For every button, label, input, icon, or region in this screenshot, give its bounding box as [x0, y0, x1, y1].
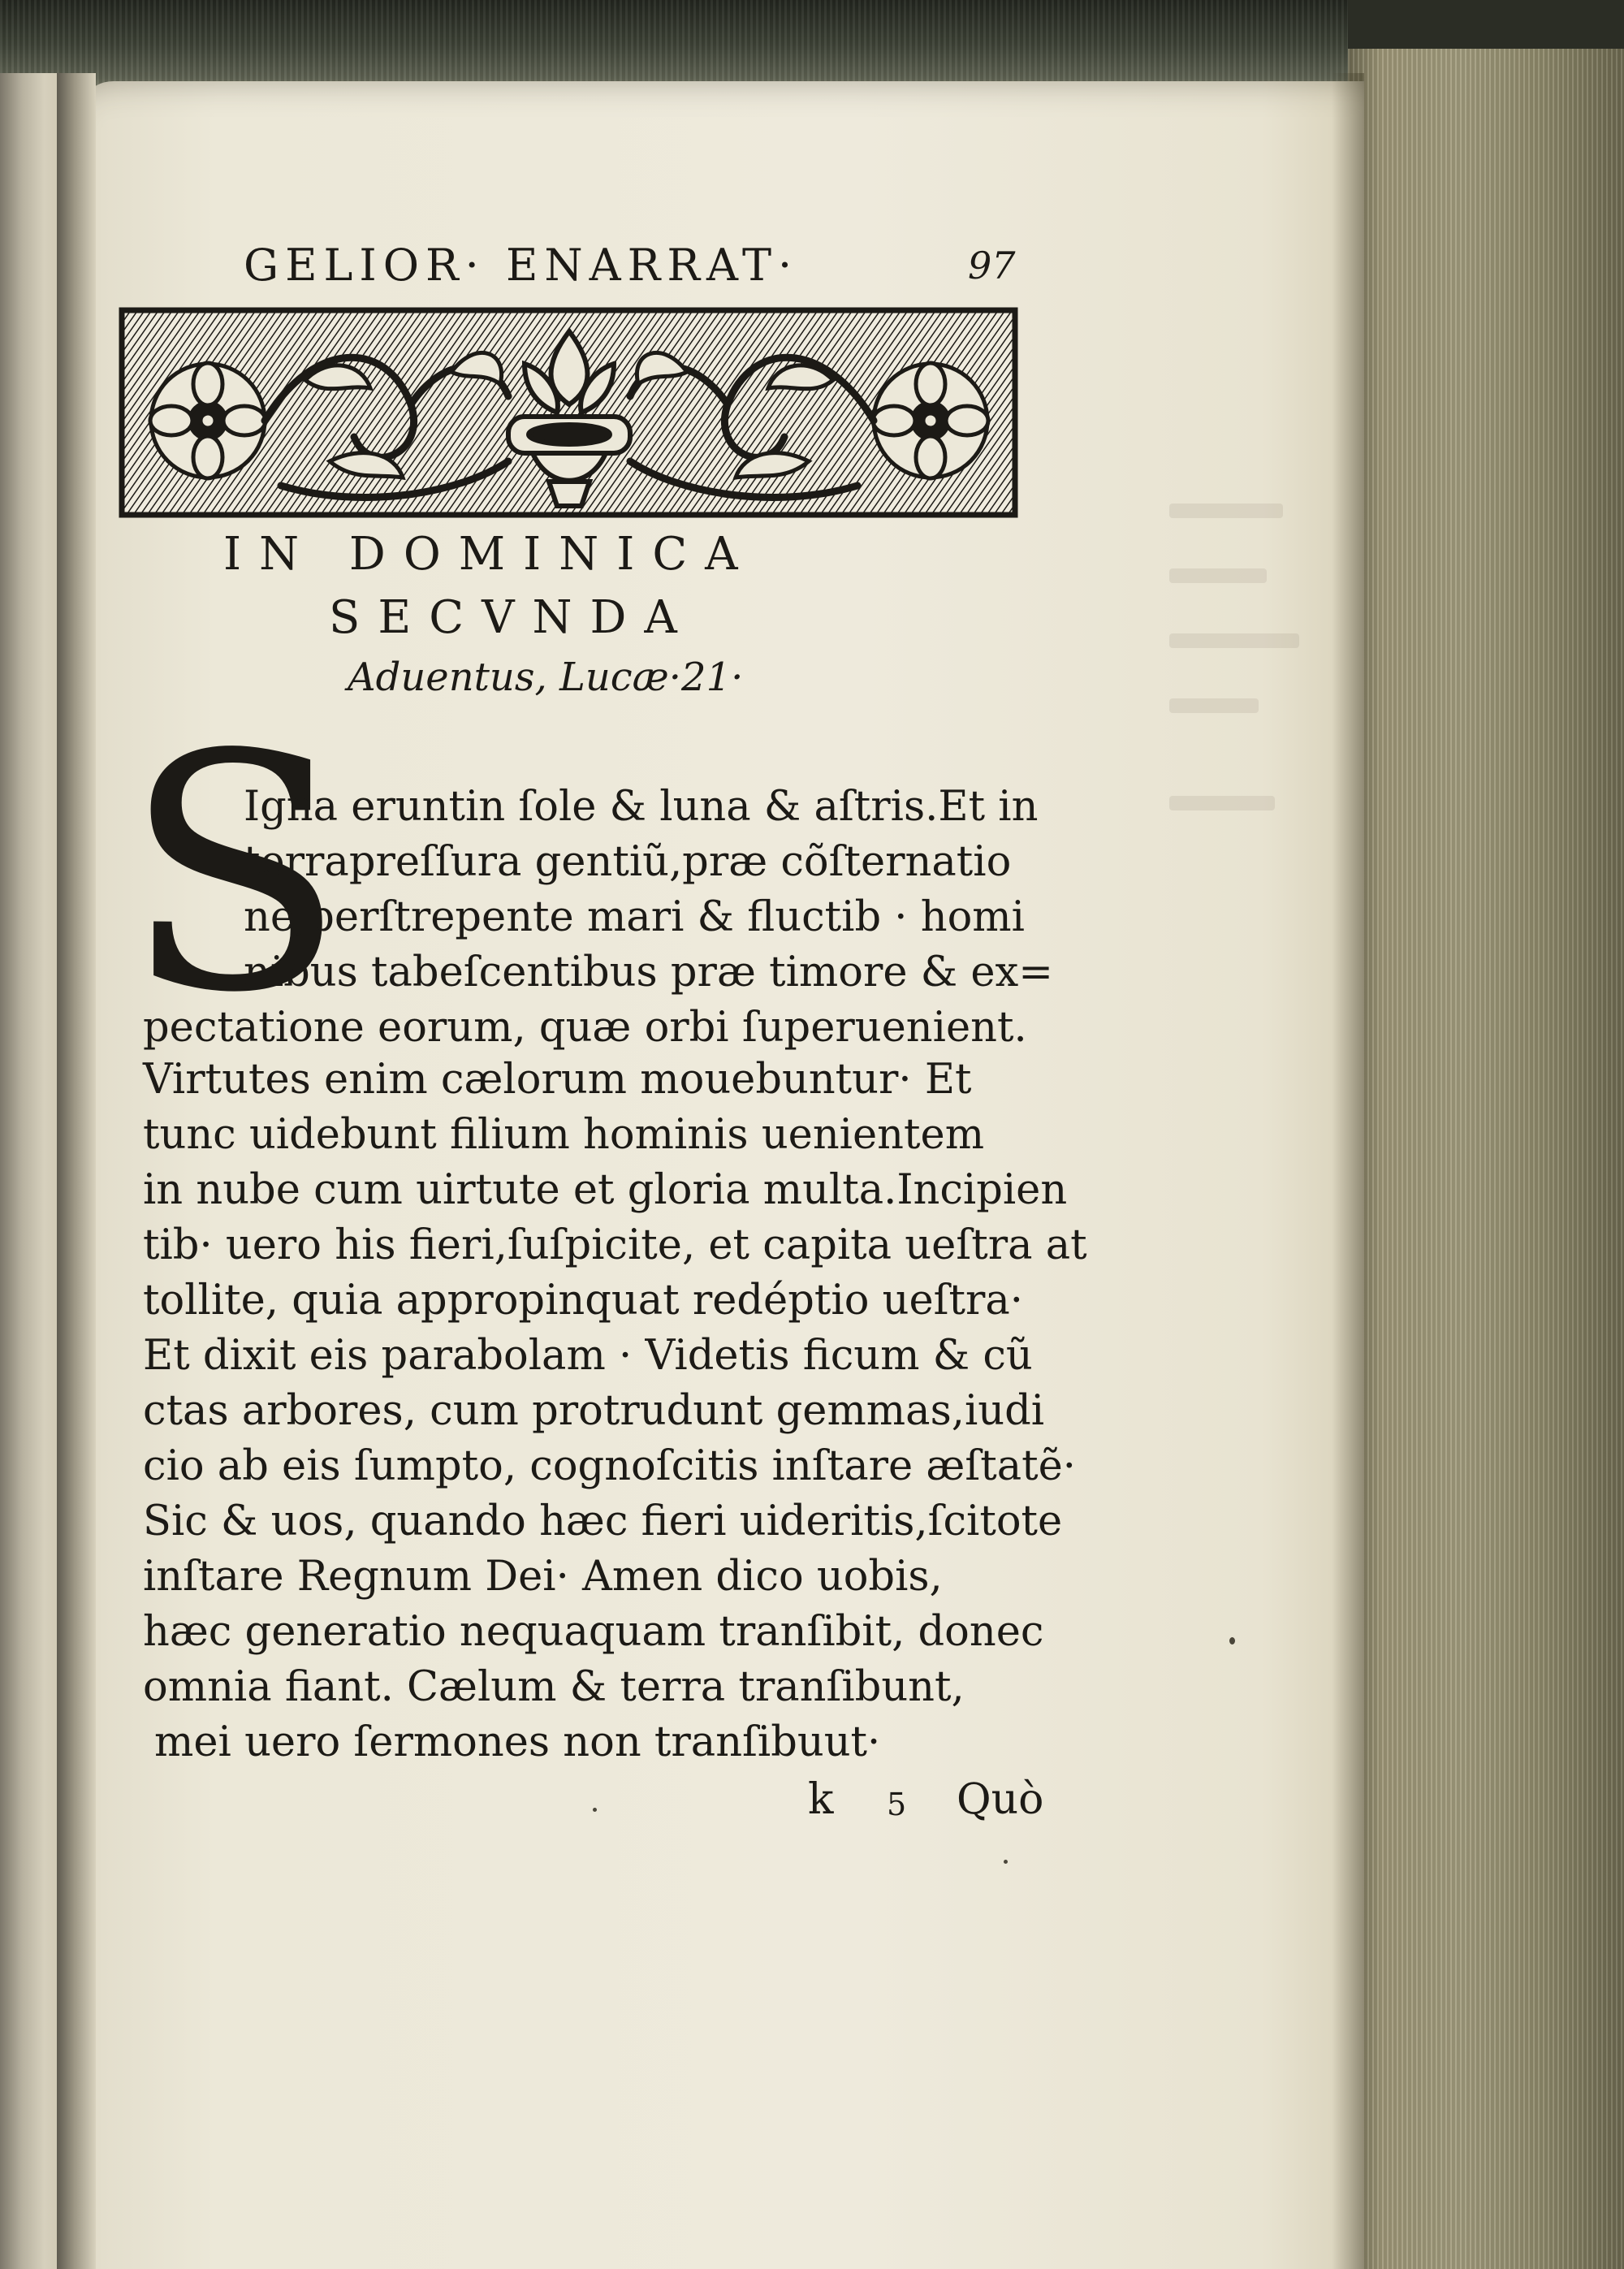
- text-line: inſtare Regnum Dei· Amen dico uobis,: [143, 1553, 943, 1601]
- catchword: Quò: [957, 1775, 1044, 1824]
- running-head: GELIOR· ENARRAT·: [244, 240, 799, 291]
- text-line: Virtutes enim cælorum mouebuntur· Et: [143, 1056, 972, 1104]
- binding-gutter: [57, 73, 96, 2269]
- text-line: ne,perſtrepente mari & fluctib · homi: [244, 893, 1025, 941]
- signature-number: 5: [887, 1787, 907, 1822]
- show-through-mark: [1169, 633, 1299, 648]
- paper-speck: [1229, 1637, 1235, 1644]
- text-line: omnia fiant. Cælum & terra tranſibunt,: [143, 1663, 965, 1711]
- text-line: cio ab eis ſumpto, cognoſcitis inſtare æſtatẽ·: [143, 1442, 1076, 1490]
- text-line: terrapreſſura gentiũ,præ cõſternatio: [244, 838, 1012, 886]
- paper-speck: [593, 1808, 597, 1812]
- text-line: in nube cum uirtute et gloria multa.Incipien: [143, 1166, 1068, 1214]
- text-line: tunc uidebunt filium hominis uenientem: [143, 1111, 985, 1159]
- signature-mark: k: [808, 1775, 834, 1824]
- show-through-mark: [1169, 504, 1283, 518]
- text-line: hæc generatio nequaquam tranſibit, donec: [143, 1608, 1044, 1656]
- text-line: mei uero ſermones non tranſibuut·: [154, 1718, 881, 1766]
- section-title-line-2: SECVNDA: [329, 591, 695, 644]
- text-line: tib· uero his fieri,ſuſpicite, et capita ueſtra at: [143, 1221, 1087, 1269]
- section-title-line-1: IN DOMINICA: [223, 528, 756, 581]
- right-rosette: [873, 363, 988, 478]
- text-line: Igna eruntin ſole & luna & aſtris.Et in: [244, 783, 1039, 831]
- show-through-mark: [1169, 796, 1275, 810]
- text-line: nibus tabeſcentibus præ timore & ex=: [244, 949, 1054, 996]
- show-through-mark: [1169, 568, 1267, 583]
- paper-speck: [1004, 1860, 1008, 1864]
- drop-cap-initial: S: [123, 686, 347, 1064]
- show-through-mark: [1169, 698, 1259, 713]
- woodcut-headpiece: [119, 307, 1018, 518]
- text-line: ctas arbores, cum protrudunt gemmas,iudi: [143, 1387, 1045, 1435]
- left-rosette: [150, 363, 266, 478]
- text-line: pectatione eorum, quæ orbi ſuperuenient.: [143, 1004, 1027, 1052]
- fore-edge-pages: [1348, 49, 1624, 2269]
- text-line: Et dixit eis parabolam · Videtis ficum & cũ: [143, 1332, 1033, 1380]
- left-page-edge: [0, 73, 63, 2269]
- page-edge-shadow: [1332, 73, 1364, 2269]
- section-subtitle: Aduentus, Lucæ·21·: [348, 655, 744, 700]
- text-line: Sic & uos, quando hæc fieri uideritis,ſcitote: [143, 1498, 1063, 1545]
- page-number: 97: [968, 244, 1016, 287]
- text-line: tollite, quia appropinquat redéptio ueſtra·: [143, 1277, 1023, 1325]
